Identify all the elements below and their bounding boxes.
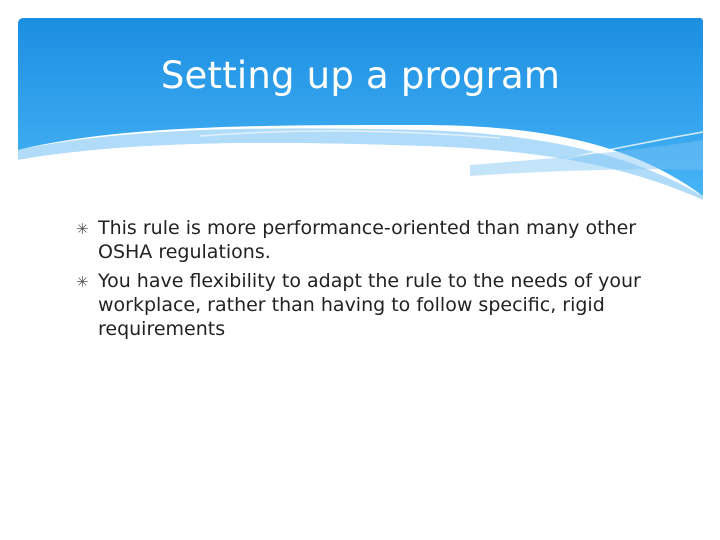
bullet-list	[72, 216, 672, 346]
header-banner	[0, 0, 720, 200]
bullet-item	[72, 269, 672, 341]
slide-title: Setting up a program	[160, 54, 561, 97]
bullet-item	[72, 216, 672, 264]
asterisk-bullet-icon: ✳	[76, 273, 89, 291]
asterisk-bullet-icon: ✳	[76, 220, 89, 238]
bullet-text: This rule is more performance-oriented than many other OSHA regulations.	[98, 217, 637, 263]
bullet-text: You have flexibility to adapt the rule to the needs of your workplace, rather than having to follow specific, rigid requirements	[98, 270, 641, 340]
